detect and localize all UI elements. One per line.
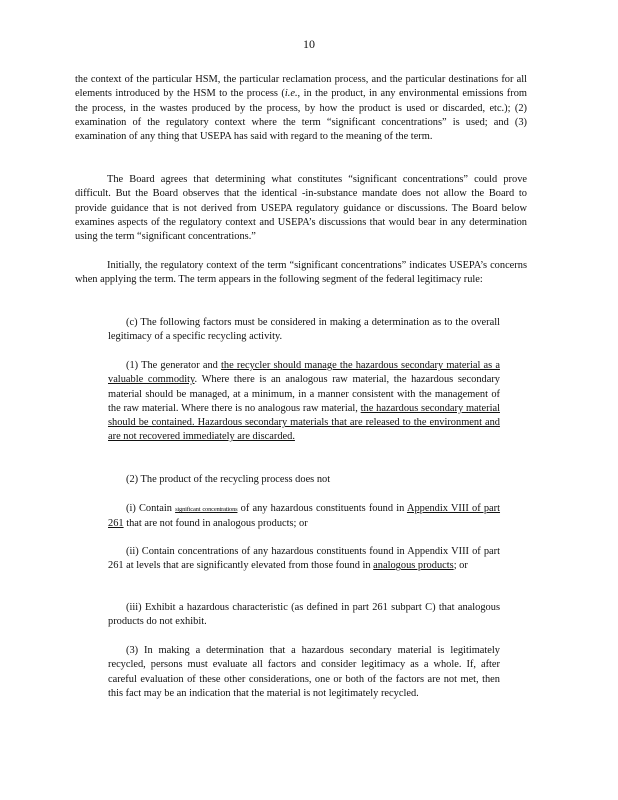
quotei-underlined-appendix: Appendix VIII of part 261 bbox=[108, 503, 501, 530]
quoteii-underlined-analogous-products: analogous products bbox=[373, 560, 454, 572]
quote-factor-2: (2) The product of the recycling process does not bbox=[126, 474, 331, 485]
quote-factor-iii: (iii) Exhibit a hazardous characteristic (as defined in part 261 subpart C) that analogous products do not exhibit. bbox=[108, 602, 500, 628]
quote-factor-c: (c) The following factors must be considered in making a determination as to the overall legitimacy of a specific recycling activity. bbox=[108, 317, 500, 343]
quote-factor-i bbox=[108, 502, 500, 532]
para1-ie: i.e. bbox=[284, 88, 298, 100]
quote1-text-b: . Where there is an analogous raw material, the hazardous secondary material should be managed, at a minimum, in a manner consistent with the management of the raw material. Where there is no analogous raw material, bbox=[108, 374, 500, 414]
quote-factor-1 bbox=[108, 359, 500, 445]
paragraph-regulatory-context: Initially, the regulatory context of the term “significant concentrations” indicates USEPA’s concerns when applying the term. The term appears in the following segment of the federal legitimacy rule: bbox=[75, 260, 527, 286]
quotei-text-c: that are not found in analogous products; or bbox=[123, 518, 308, 530]
quote1-underlined-commodity: the recycler should manage the hazardous secondary material as a valuable commodity bbox=[108, 360, 500, 386]
para1-text-b: , in the product, in any environmental emissions from the process, in the wastes produced by the process, by how the product is used or discarded, etc.); (2) examination of the regulatory context where the term “significant concentrations” is used; and (3) examination of any thing that USEPA has said with regard to the meaning of the term. bbox=[75, 88, 528, 143]
quoteii-text-b: ; or bbox=[453, 560, 468, 572]
paragraph-board-agrees: The Board agrees that determining what constitutes “significant concentrations” could prove difficult. But the Board observes that the identical -in-substance mandate does not allow the Board to provide guidance that is not derived from USEPA regulatory guidance or discussions. The Board below examines aspects of the regulatory context and USEPA’s discussions that would bear in any determination using the term “significant concentrations.” bbox=[75, 174, 527, 243]
para1-text-a: the context of the particular HSM, the particular reclamation process, and the particular destinations for all elements introduced by the HSM to the process ( bbox=[75, 74, 527, 100]
page-number: 10 bbox=[303, 37, 315, 51]
quote-factor-3: (3) In making a determination that a hazardous secondary material is legitimately recycled, persons must evaluate all factors and consider legitimacy as a whole. If, after careful evaluation of these other considerations, one or both of the factors are not met, then this fact may be an indication that the material is not legitimately recycled. bbox=[108, 645, 500, 699]
quotei-text-a: (i) Contain bbox=[126, 503, 176, 514]
quote1-underlined-contained: the hazardous secondary material should be contained. Hazardous secondary materials that are released to the environment and are not recovered immediately are discarded. bbox=[108, 402, 500, 443]
quotei-underlined-significant-concentrations: significant concentrations bbox=[175, 506, 238, 513]
quoteii-text-a: (ii) Contain concentrations of any hazardous constituents found in Appendix VIII of part 261 at levels that are significantly elevated from those found in bbox=[108, 546, 500, 572]
quote1-text-a: (1) The generator and bbox=[126, 360, 222, 371]
quotei-text-b: of any hazardous constituents found in bbox=[237, 503, 407, 514]
paragraph-context-analysis bbox=[75, 73, 527, 144]
quote-factor-ii bbox=[108, 545, 500, 574]
